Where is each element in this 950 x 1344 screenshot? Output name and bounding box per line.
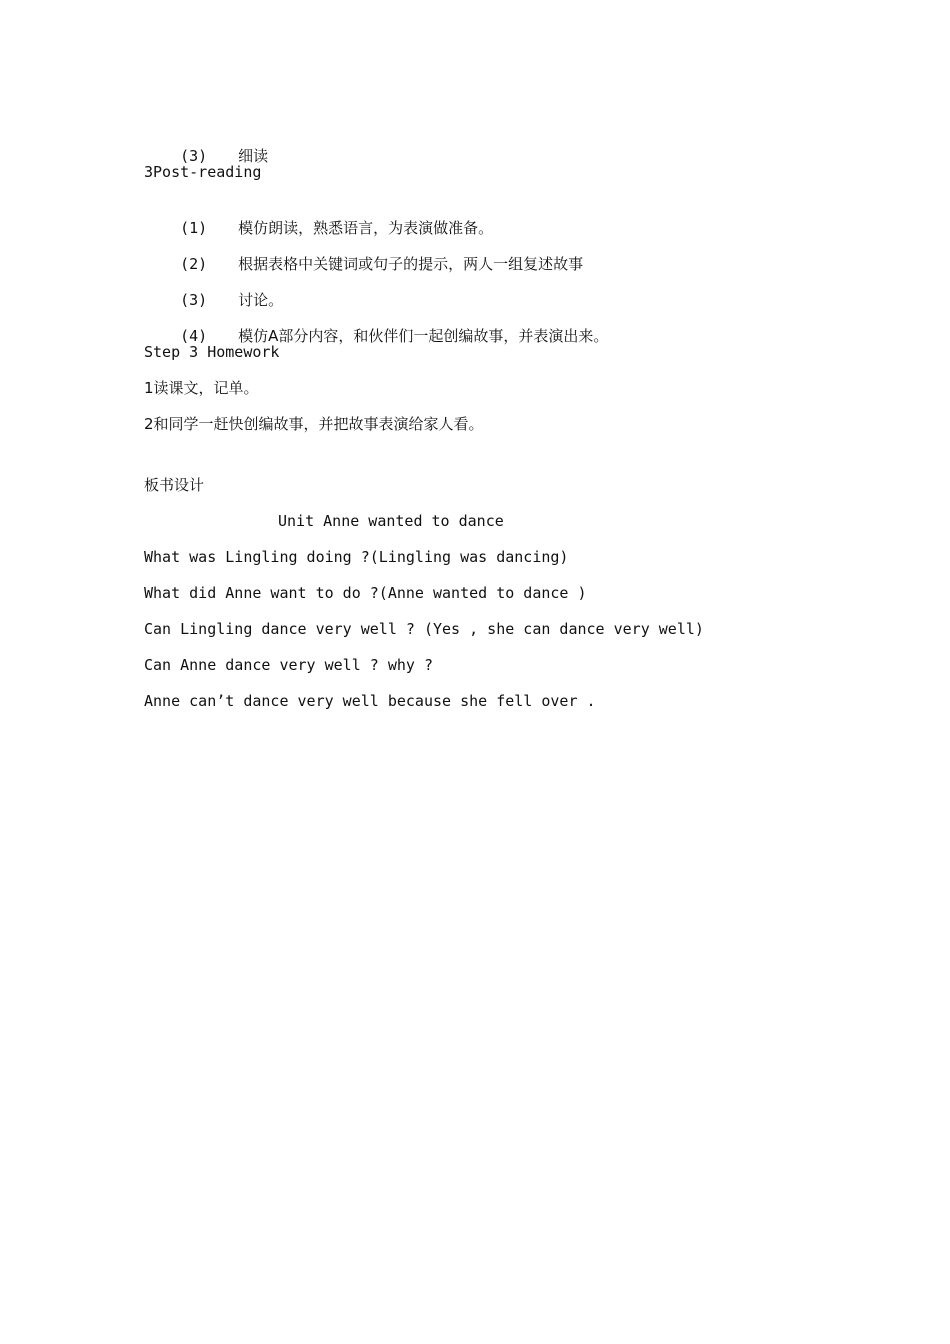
item-number: (3) (180, 147, 208, 165)
board-line: What was Lingling doing ?(Lingling was dancing) (144, 548, 569, 566)
board-line: Anne can’t dance very well because she fell over . (144, 692, 596, 710)
item-number: (1) (180, 219, 208, 237)
item-text: 讨论。 (238, 291, 284, 309)
board-line: What did Anne want to do ?(Anne wanted to dance ) (144, 584, 587, 602)
homework-item: 2和同学一赶快创编故事，并把故事表演给家人看。 (144, 415, 484, 433)
item-text: 模仿A部分内容，和伙伴们一起创编故事，并表演出来。 (238, 327, 609, 345)
board-design-heading: 板书设计 (144, 476, 205, 494)
item-number: (4) (180, 327, 208, 345)
item-text: 细读 (238, 147, 269, 165)
board-title: Unit Anne wanted to dance (278, 512, 504, 530)
section-heading-post-reading: 3Post-reading (144, 163, 262, 181)
board-line: Can Lingling dance very well ? (Yes , she can dance very well) (144, 620, 704, 638)
section-heading-homework: Step 3 Homework (144, 343, 280, 361)
homework-item: 1读课文，记单。 (144, 379, 259, 397)
item-number: (2) (180, 255, 208, 273)
item-text: 根据表格中关键词或句子的提示，两人一组复述故事 (238, 255, 584, 273)
item-number: (3) (180, 291, 208, 309)
item-text: 模仿朗读，熟悉语言，为表演做准备。 (238, 219, 494, 237)
board-line: Can Anne dance very well ? why ? (144, 656, 433, 674)
